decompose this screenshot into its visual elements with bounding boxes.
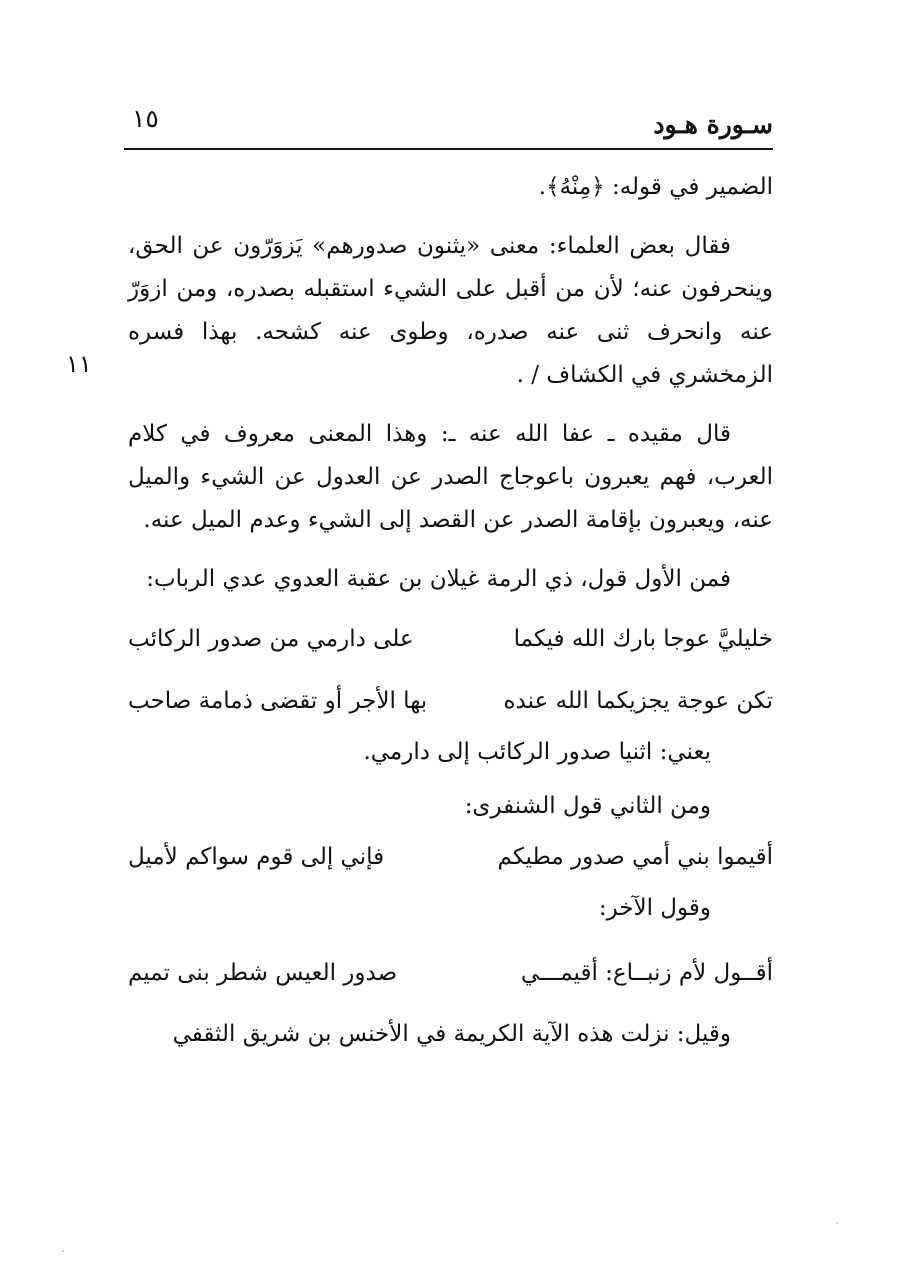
explanation-line: يعني: اثنيا صدور الركائب إلى دارمي. <box>363 739 711 765</box>
verse-second-hemistich: بها الأجر أو تقضى ذمامة صاحب <box>128 687 428 714</box>
page-body <box>128 166 773 1056</box>
verse-first-hemistich: خليليَّ عوجا بارك الله فيكما <box>513 625 773 652</box>
verse-second-hemistich: صدور العيس شطر بنى تميم <box>128 959 398 986</box>
paragraph-first-example: فمن الأول قول، ذي الرمة غيلان بن عقبة العدوي عدي الرباب: <box>146 566 731 592</box>
explanation-line: ومن الثاني قول الشنفرى: <box>464 793 711 819</box>
paragraph-ulama: فقال بعض العلماء: معنى «يثنون صدورهم» يَزوَرّون عن الحق، وينحرفون عنه؛ لأن من أقبل على الشيء استقبله بصدره، ومن ازوَرّ عنه وانحرف ثنى عنه صدره، وطوى عنه كشحه. بهذا فسره الزمخشري في الكشاف / . <box>128 233 773 388</box>
scan-speck <box>62 1250 64 1252</box>
verse-first-hemistich: أقــول لأم زنبــاع: أقيمـــي <box>520 959 773 986</box>
verse-line <box>128 615 773 663</box>
scan-speck <box>836 1222 838 1224</box>
margin-page-reference: ١١ <box>66 350 92 378</box>
verse-line <box>128 949 773 997</box>
page-number: ١٥ <box>132 104 159 133</box>
verse-line <box>128 833 773 881</box>
intro-line: الضمير في قوله: ﴿مِنْهُ﴾. <box>538 174 773 200</box>
verse-second-hemistich: فإني إلى قوم سواكم لأميل <box>128 843 385 870</box>
page-header <box>124 100 773 150</box>
verse-line <box>128 677 773 725</box>
verse-first-hemistich: أقيموا بني أمي صدور مطيكم <box>497 843 773 870</box>
paragraph-muqayyid: قال مقيده ـ عفا الله عنه ـ: وهذا المعنى معروف في كلام العرب، فهم يعبرون باعوجاج الصدر عن العدول عن الشيء والميل عنه، ويعبرون بإقامة الصدر عن القصد إلى الشيء وعدم الميل عنه. <box>128 421 773 533</box>
surah-title: سـورة هـود <box>653 110 773 139</box>
paragraph-revelation: وقيل: نزلت هذه الآية الكريمة في الأخنس بن شريق الثقفي <box>172 1021 731 1047</box>
verse-first-hemistich: تكن عوجة يجزيكما الله عنده <box>503 687 773 714</box>
verse-second-hemistich: على دارمي من صدور الركائب <box>128 625 414 652</box>
explanation-line: وقول الآخر: <box>598 895 711 921</box>
